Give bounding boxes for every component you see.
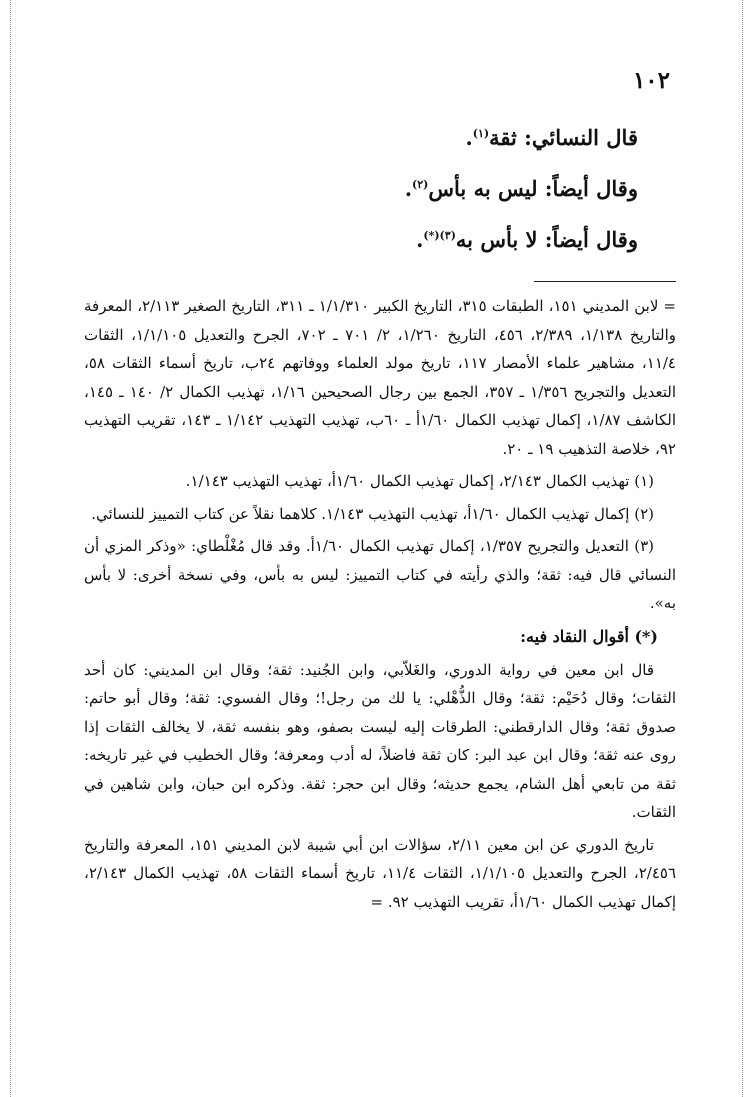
sources-text: تاريخ الدوري عن ابن معين ٢/١١، سؤالات ابن أبي شيبة لابن المديني ١٥١، المعرفة والتاريخ ٢/٤٥٦، الجرح والتعديل ١/١/١٠٥، الثقات ١١/٤، تاريخ أسماء الثقات ٥٨، تهذيب الكمال ٢/١٤٣، إكمال تهذيب الكمال ١/٦٠أ، تقريب التهذيب ٩٢. =: [84, 835, 676, 911]
footnotes: [84, 292, 676, 916]
main-line-3-text: وقال أيضاً: لا بأس به: [455, 227, 638, 252]
main-line-1-text: قال النسائي: ثقة: [489, 125, 638, 150]
footnote-2: (٢) إكمال تهذيب الكمال ١/٦٠أ، تهذيب التهذيب ١/١٤٣. كلاهما نقلاً عن كتاب التمييز للنسائي.: [91, 504, 654, 523]
footnote-1: (١) تهذيب الكمال ٢/١٤٣، إكمال تهذيب الكمال ١/٦٠أ، تهذيب التهذيب ١/١٤٣.: [185, 472, 654, 490]
footnote-separator: [534, 281, 676, 282]
critics-text: قال ابن معين في رواية الدوري، والغَلاّبي، وابن الجُنيد: ثقة؛ وقال ابن المديني: كان أحد الثقات؛ وقال دُحَيْم: ثقة؛ وقال الذُّهْلي: يا لك من رجل!؛ وقال الفسوي: ثقة؛ وقال أبو حاتم: صدوق ثقة؛ وقال الدارقطني: الطرقات إليه ليست بصفو، وهو بنفسه ثقة، لا يخالف الثقات إذا روى عنه ثقة؛ وقال ابن عبد البر: كان ثقة فاضلاً، له أدب ومعرفة؛ وقال الخطيب في غير تاريخه: ثقة من تابعي أهل الشام، يجمع حديثه؛ وقال ابن حجر: ثقة. وذكره ابن حبان، وابن شاهين في الثقات.: [84, 660, 676, 821]
document-page: [84, 60, 676, 920]
footnote-ref-3: (٣)(*): [423, 229, 456, 242]
footnote-ref-2: (٢): [412, 178, 429, 191]
main-line-1: [84, 112, 638, 163]
right-margin-dotted-line: [742, 0, 743, 1097]
main-line-1-end: .: [465, 125, 473, 150]
main-line-2: [84, 163, 638, 214]
main-line-3: [84, 214, 638, 265]
main-line-3-end: .: [416, 227, 424, 252]
footnote-continuation: = لابن المديني ١٥١، الطبقات ٣١٥، التاريخ الكبير ١/١/٣١٠ ـ ٣١١، التاريخ الصغير ٢/١١٣، المعرفة والتاريخ ١/١٣٨، ٢/٣٨٩، ٤٥٦، التاريخ ١/٢٦٠، ٢/ ٧٠١ ـ ٧٠٢، الجرح والتعديل ١/١/١٠٥، الثقات ١١/٤، مشاهير علماء الأمصار ١١٧، تاريخ مولد العلماء ووفاتهم ٢٤ب، تاريخ أسماء الثقات ٥٨، التعديل والتجريح ١/٣٥٦ ـ ٣٥٧، الجمع بين رجال الصحيحين ١/١٦، تهذيب الكمال ٢/ ١٤٠ ـ ١٤٥، الكاشف ١/٨٧، إكمال تهذيب الكمال ١/٦٠أ ـ ٦٠ب، تهذيب التهذيب ١/١٤٢ ـ ١٤٣، تقريب التهذيب ٩٢، خلاصة التذهيب ١٩ ـ ٢٠.: [84, 297, 677, 458]
critics-heading: (*) أقوال النقاد فيه:: [520, 626, 658, 646]
footnote-ref-1: (١): [472, 127, 490, 140]
main-line-2-text: وقال أيضاً: ليس به بأس: [428, 176, 638, 201]
main-line-2-end: .: [404, 176, 413, 201]
left-margin-dotted-line: [10, 0, 11, 1097]
footnote-3: (٣) التعديل والتجريح ١/٣٥٧، إكمال تهذيب الكمال ١/٦٠أ. وقد قال مُغْلْطاي: «وذكر المزي أن النسائي قال فيه: ثقة؛ والذي رأيته في كتاب التمييز: ليس به بأس، وفي نسخة أخرى: لا بأس به».: [84, 537, 676, 612]
page-number: ١٠٢: [632, 67, 670, 94]
main-text: [84, 112, 638, 265]
